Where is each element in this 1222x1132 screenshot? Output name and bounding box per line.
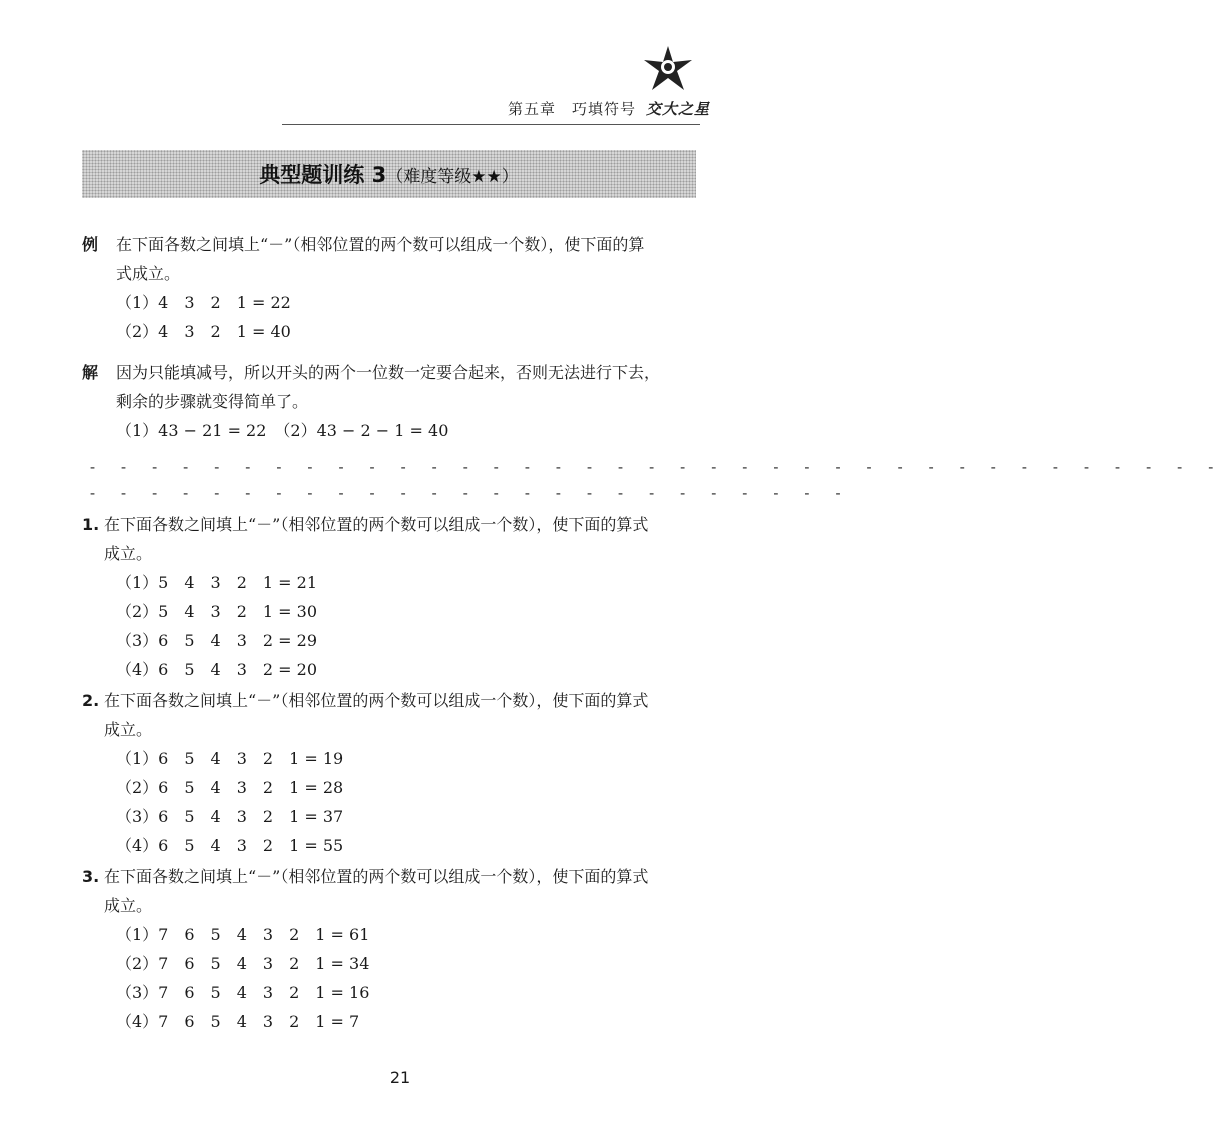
problem-number: 3. [82, 867, 100, 886]
problem-item: （4）6 5 4 3 2 = 20 [116, 660, 318, 679]
example-text-line-2: 式成立。 [116, 264, 181, 283]
chapter-title: 第五章 巧填符号 [508, 100, 637, 118]
example-label: 例 [82, 235, 99, 254]
chapter-heading [508, 98, 710, 119]
star-logo-icon [640, 40, 696, 96]
problem-item: （2）6 5 4 3 2 1 = 28 [116, 778, 344, 797]
brand-logo-text: 交大之星 [646, 100, 711, 118]
problem-number: 2. [82, 691, 100, 710]
example-item: （1）4 3 2 1 = 22 [116, 293, 291, 312]
problem-text-line-2: 成立。 [104, 896, 153, 915]
title-banner [82, 150, 696, 198]
divider-line-1: - - - - - - - - - - - - - - - - - - - - - - - - - - - - - - - - - - - - - [88, 458, 1222, 476]
section-title-main: 典型题训练 3 [259, 163, 387, 187]
solution-answer: （1）43 − 21 = 22 （2）43 − 2 − 1 = 40 [116, 421, 449, 440]
problem-number: 1. [82, 515, 100, 534]
problem-item: （3）6 5 4 3 2 1 = 37 [116, 807, 344, 826]
divider-line-2: - - - - - - - - - - - - - - - - - - - - - - - - - [88, 484, 850, 502]
example-block [82, 230, 702, 346]
difficulty-label: （难度等级★★） [386, 167, 519, 187]
problem-item: （4）7 6 5 4 3 2 1 = 7 [116, 1012, 360, 1031]
problem-text-line-2: 成立。 [104, 544, 153, 563]
problem-2 [82, 686, 702, 860]
solution-text-line-2: 剩余的步骤就变得简单了。 [116, 392, 309, 411]
problem-item: （3）7 6 5 4 3 2 1 = 16 [116, 983, 370, 1002]
problem-item: （2）7 6 5 4 3 2 1 = 34 [116, 954, 370, 973]
solution-block [82, 358, 702, 445]
problem-item: （4）6 5 4 3 2 1 = 55 [116, 836, 344, 855]
problem-text-line-2: 成立。 [104, 720, 153, 739]
problem-item: （1）5 4 3 2 1 = 21 [116, 573, 318, 592]
problem-3 [82, 862, 702, 1036]
example-item: （2）4 3 2 1 = 40 [116, 322, 291, 341]
problem-item: （1）6 5 4 3 2 1 = 19 [116, 749, 344, 768]
problem-item: （1）7 6 5 4 3 2 1 = 61 [116, 925, 370, 944]
problem-text-line-1: 在下面各数之间填上“－”（相邻位置的两个数可以组成一个数），使下面的算式 [104, 515, 649, 534]
solution-text-line-1: 因为只能填减号，所以开头的两个一位数一定要合起来，否则无法进行下去， [116, 363, 661, 382]
problem-text-line-1: 在下面各数之间填上“－”（相邻位置的两个数可以组成一个数），使下面的算式 [104, 691, 649, 710]
header-rule [282, 124, 700, 125]
solution-label: 解 [82, 363, 99, 382]
section-title [259, 159, 518, 189]
problem-1 [82, 510, 702, 684]
problem-item: （3）6 5 4 3 2 = 29 [116, 631, 318, 650]
problem-text-line-1: 在下面各数之间填上“－”（相邻位置的两个数可以组成一个数），使下面的算式 [104, 867, 649, 886]
problem-item: （2）5 4 3 2 1 = 30 [116, 602, 318, 621]
page-number: 21 [389, 1068, 411, 1087]
example-text-line-1: 在下面各数之间填上“－”（相邻位置的两个数可以组成一个数），使下面的算 [116, 235, 645, 254]
